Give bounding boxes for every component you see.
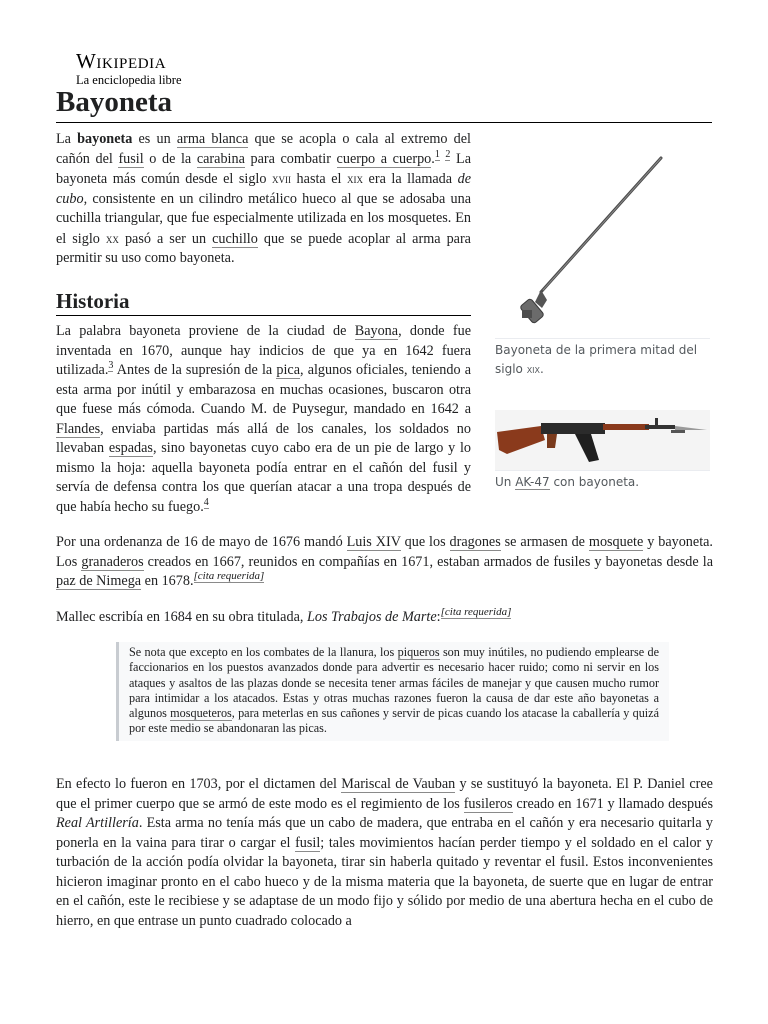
- text: , enviaba partidas más allá de los canales, los soldados no llevaban: [56, 420, 471, 456]
- text: Mallec escribía en 1684 en su obra titulada,: [56, 609, 307, 625]
- text: hasta el: [291, 171, 348, 187]
- reference-3[interactable]: 3: [108, 360, 114, 371]
- text: Por una ordenanza de 16 de mayo de 1676 mandó: [56, 534, 347, 550]
- link-mosquete[interactable]: mosquete: [588, 534, 644, 550]
- link-paz-de-nimega[interactable]: paz de Nimega: [56, 573, 142, 589]
- text: :: [436, 609, 441, 625]
- section-heading: Historia: [56, 287, 471, 316]
- text: que se acopla o cala al extremo del cañón del: [56, 131, 471, 167]
- bold-term: bayoneta: [77, 131, 133, 147]
- link-fusileros[interactable]: fusileros: [463, 795, 513, 812]
- text: .: [431, 150, 435, 167]
- text: pasó a ser un: [118, 230, 213, 247]
- text: , sino bayonetas cuyo cabo era de un pie de largo y lo mismo la hoja: aquella bayoneta podía entrar en el cañón del fusil y servía de defensa contra los que querían atacar a una tropa después de que había hecho su fuego.: [56, 440, 471, 515]
- link-granaderos[interactable]: granaderos: [81, 553, 144, 570]
- italic-term: de cubo: [56, 171, 472, 207]
- text: Un: [495, 475, 516, 489]
- intro-paragraph: [56, 130, 471, 269]
- text: Antes de la supresión de la: [113, 362, 277, 378]
- link-arma-blanca[interactable]: arma blanca: [176, 131, 249, 147]
- century-xix: xix: [526, 363, 541, 376]
- text: era la llamada: [363, 171, 458, 187]
- link-carabina[interactable]: carabina: [196, 150, 245, 167]
- link-fusil[interactable]: fusil: [118, 150, 144, 167]
- ak47-image[interactable]: [495, 410, 710, 470]
- italic-term: Real Artillería: [56, 815, 139, 831]
- figure-caption: [495, 470, 710, 492]
- text: La palabra bayoneta proviene de la ciudad de: [56, 323, 355, 339]
- figure-bayonet: [495, 152, 710, 379]
- bayonet-image[interactable]: [495, 152, 710, 338]
- text: , algunos oficiales, teniendo a esta arma por inútil y embarazosa en muchas ocasiones, buscaron otra que fuese más cómoda. Cuando M. de Puysegur, mandado en 1642 a: [56, 362, 471, 417]
- text: En efecto lo fueron en 1703, por el dictamen del: [56, 776, 342, 792]
- historia-paragraph-2: [56, 533, 713, 592]
- link-pica[interactable]: pica: [276, 362, 300, 378]
- text: ; tales movimientos hacían perder tiempo y el soldado en el calor y turbación de la acción podía olvidar la bayoneta, tirar sin haberla quitado y reventar el fusil. Estos inconvenientes hicieron imaginar pronto en el cabo hueco y de la misma materia que la bayoneta, de suerte que en lugar de entrar en el cañón, este le recibiese y se adaptase de un modo fijo y sólido por medio de una abertura hecha en el cubo de hierro, en que entrase un punto cuadrado colocado a: [56, 834, 714, 929]
- link-luis-xiv[interactable]: Luis XIV: [346, 534, 401, 550]
- reference-2[interactable]: 2: [445, 148, 451, 160]
- text: y se sustituyó la bayoneta. El P. Daniel cree que el primer cuerpo que se armó de este modo es el regimiento de los: [56, 776, 713, 812]
- link-fusil[interactable]: fusil: [295, 834, 321, 851]
- text: , consistente en un cilindro metálico hueco al que se adosaba una cuchilla triangular, que fue especialmente utilizada en los mosquetes. En el siglo: [56, 190, 471, 247]
- link-espadas[interactable]: espadas: [108, 440, 153, 456]
- century-xix: xix: [347, 171, 364, 186]
- page-title: Bayoneta: [56, 83, 712, 123]
- text: y bayoneta. Los: [56, 534, 713, 570]
- reference-4[interactable]: 4: [203, 496, 209, 508]
- link-flandes[interactable]: Flandes: [56, 420, 101, 437]
- link-mariscal-de-vauban[interactable]: Mariscal de Vauban: [341, 776, 456, 792]
- section-historia: [56, 287, 471, 316]
- text: se armasen de: [500, 534, 589, 550]
- text: .: [540, 362, 544, 376]
- link-ak47[interactable]: AK-47: [515, 475, 550, 489]
- text: Se nota que excepto en los combates de la llanura, los: [129, 645, 398, 659]
- logo-tagline: La enciclopedia libre: [76, 73, 182, 87]
- logo-wordmark: Wikipedia: [76, 49, 167, 73]
- link-cuchillo[interactable]: cuchillo: [212, 230, 258, 247]
- link-cuerpo-a-cuerpo[interactable]: cuerpo a cuerpo: [336, 150, 432, 167]
- historia-paragraph-3: [56, 608, 713, 628]
- text: son muy inútiles, no pudiendo emplearse de faccionarios en los puestos avanzados donde para advertir es necesario hacer ruido; como ni servir en los ataques y asaltos de las plazas donde se necesita tener armas fáciles de manejar y que causen mucho rumor para intimidar a los atacados. Estas y otras muchas razones fueron la causa de dar este año bayonetas a algunos: [129, 645, 659, 721]
- link-mosqueteros[interactable]: mosqueteros: [170, 706, 232, 721]
- wikipedia-logo[interactable]: [76, 50, 206, 87]
- link-piqueros[interactable]: piqueros: [397, 645, 440, 659]
- text: con bayoneta.: [549, 475, 640, 489]
- book-title: Los Trabajos de Marte: [306, 609, 437, 625]
- link-dragones[interactable]: dragones: [449, 534, 501, 550]
- figure-caption: [495, 338, 710, 379]
- text: Bayoneta de la primera mitad del siglo: [495, 343, 698, 376]
- text: . Esta arma no tenía más que un cabo de madera, que entraba en el cañón y era necesario quitarla y ponerla en la vaina para tirar o cargar el: [56, 815, 713, 851]
- text: es un: [132, 131, 177, 147]
- figure-ak47: [495, 410, 710, 492]
- text: creados en 1667, reunidos en compañías en 1671, estaban armados de fusiles y bayonetas desde la: [143, 553, 713, 570]
- historia-paragraph-4: [56, 775, 713, 931]
- historia-paragraph-1: [56, 322, 471, 517]
- century-xvii: xvii: [272, 171, 292, 186]
- reference-1[interactable]: 1: [434, 148, 440, 160]
- century-xx: xx: [105, 230, 119, 246]
- citation-needed[interactable]: [cita requerida]: [193, 570, 265, 582]
- text: o de la: [143, 150, 197, 167]
- text: en 1678.: [141, 573, 194, 589]
- text: La: [56, 131, 78, 147]
- text: , donde fue inventada en 1670, aunque hay indicios de que ya en 1642 fuera utilizada.: [56, 323, 471, 378]
- text: , para meterlas en sus cañones y servir de picas cuando los atacase la caballería y quizá por este medio se abandonaran las picas.: [129, 706, 659, 736]
- blockquote: [116, 642, 669, 741]
- text: que los: [400, 534, 450, 550]
- text: La bayoneta más común desde el siglo: [56, 150, 471, 187]
- text: creado en 1671 y llamado después: [512, 795, 713, 812]
- citation-needed[interactable]: [cita requerida]: [440, 606, 512, 618]
- link-bayona[interactable]: Bayona: [354, 323, 399, 339]
- text: que se puede acoplar al arma para permitir su uso como bayoneta.: [56, 230, 471, 266]
- text: para combatir: [244, 150, 337, 167]
